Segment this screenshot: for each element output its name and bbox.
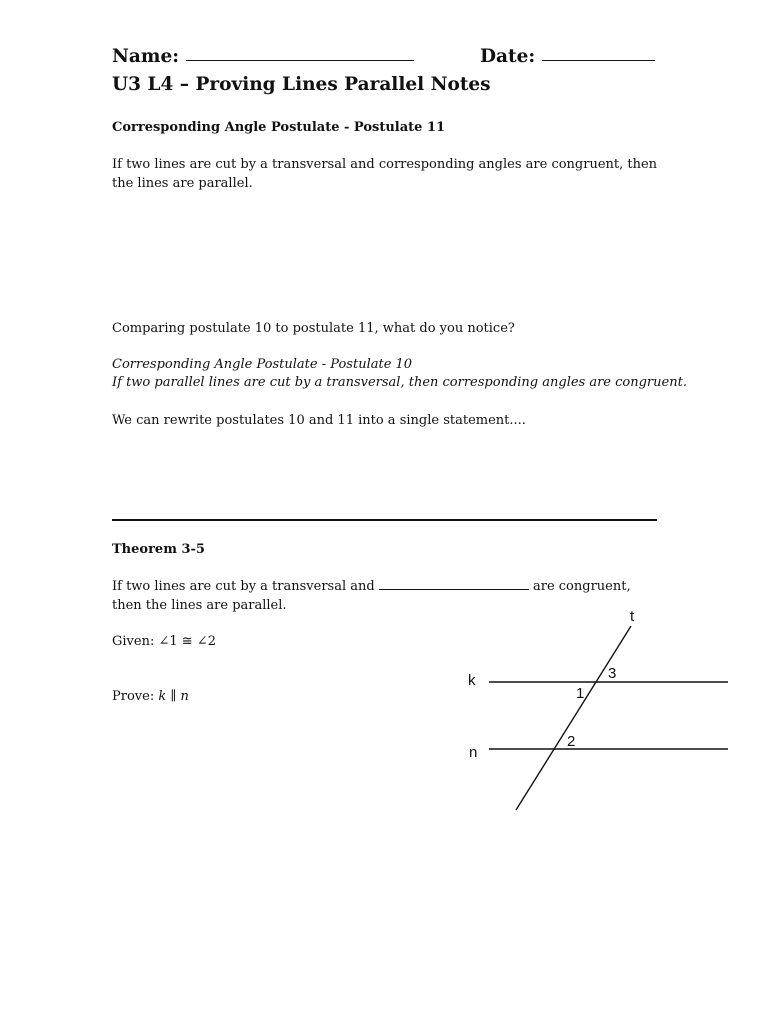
theorem-fill-blank [379,588,529,590]
transversal-t [516,626,631,810]
section-divider [112,519,657,521]
comparison-question: Comparing postulate 10 to postulate 11, what do you notice? [112,321,515,336]
prove-statement [112,689,189,704]
given-label: Given: [112,634,155,649]
theorem-line2: then the lines are parallel. [112,598,287,613]
label-n: n [469,744,478,761]
rewrite-statement: We can rewrite postulates 10 and 11 into a single statement.... [112,413,526,428]
parallel-lines-diagram [455,600,740,820]
date-blank [542,59,655,61]
name-field [112,46,414,67]
angle-3-label: 3 [608,665,617,682]
name-label: Name: [112,46,180,67]
label-k: k [468,672,476,689]
prove-label: Prove: [112,689,155,704]
name-blank [186,59,414,61]
theorem-line1-start: If two lines are cut by a transversal and [112,579,375,594]
postulate-11-text-line1: If two lines are cut by a transversal and corresponding angles are congruent, then [112,157,658,172]
prove-k: k [158,689,167,704]
postulate-10-heading: Corresponding Angle Postulate - Postulate 10 [112,357,413,372]
date-field [480,46,655,67]
angle-1-label: 1 [576,685,585,702]
angle-2-label: 2 [567,733,576,750]
postulate-10-text: If two parallel lines are cut by a transversal, then corresponding angles are congruent. [112,375,687,390]
theorem-heading: Theorem 3-5 [112,542,205,557]
given-statement [112,634,216,649]
prove-n: n [180,689,189,704]
date-label: Date: [480,46,536,67]
prove-parallel-symbol: ∥ [170,689,177,704]
label-t: t [630,608,635,625]
postulate-11-text-line2: the lines are parallel. [112,176,253,191]
theorem-line1-end: are congruent, [532,579,631,594]
postulate-11-heading: Corresponding Angle Postulate - Postulate 11 [112,120,446,135]
page-title: U3 L4 – Proving Lines Parallel Notes [112,74,491,95]
given-expression: ∠1 ≅ ∠2 [158,634,216,649]
theorem-line1 [112,578,631,596]
